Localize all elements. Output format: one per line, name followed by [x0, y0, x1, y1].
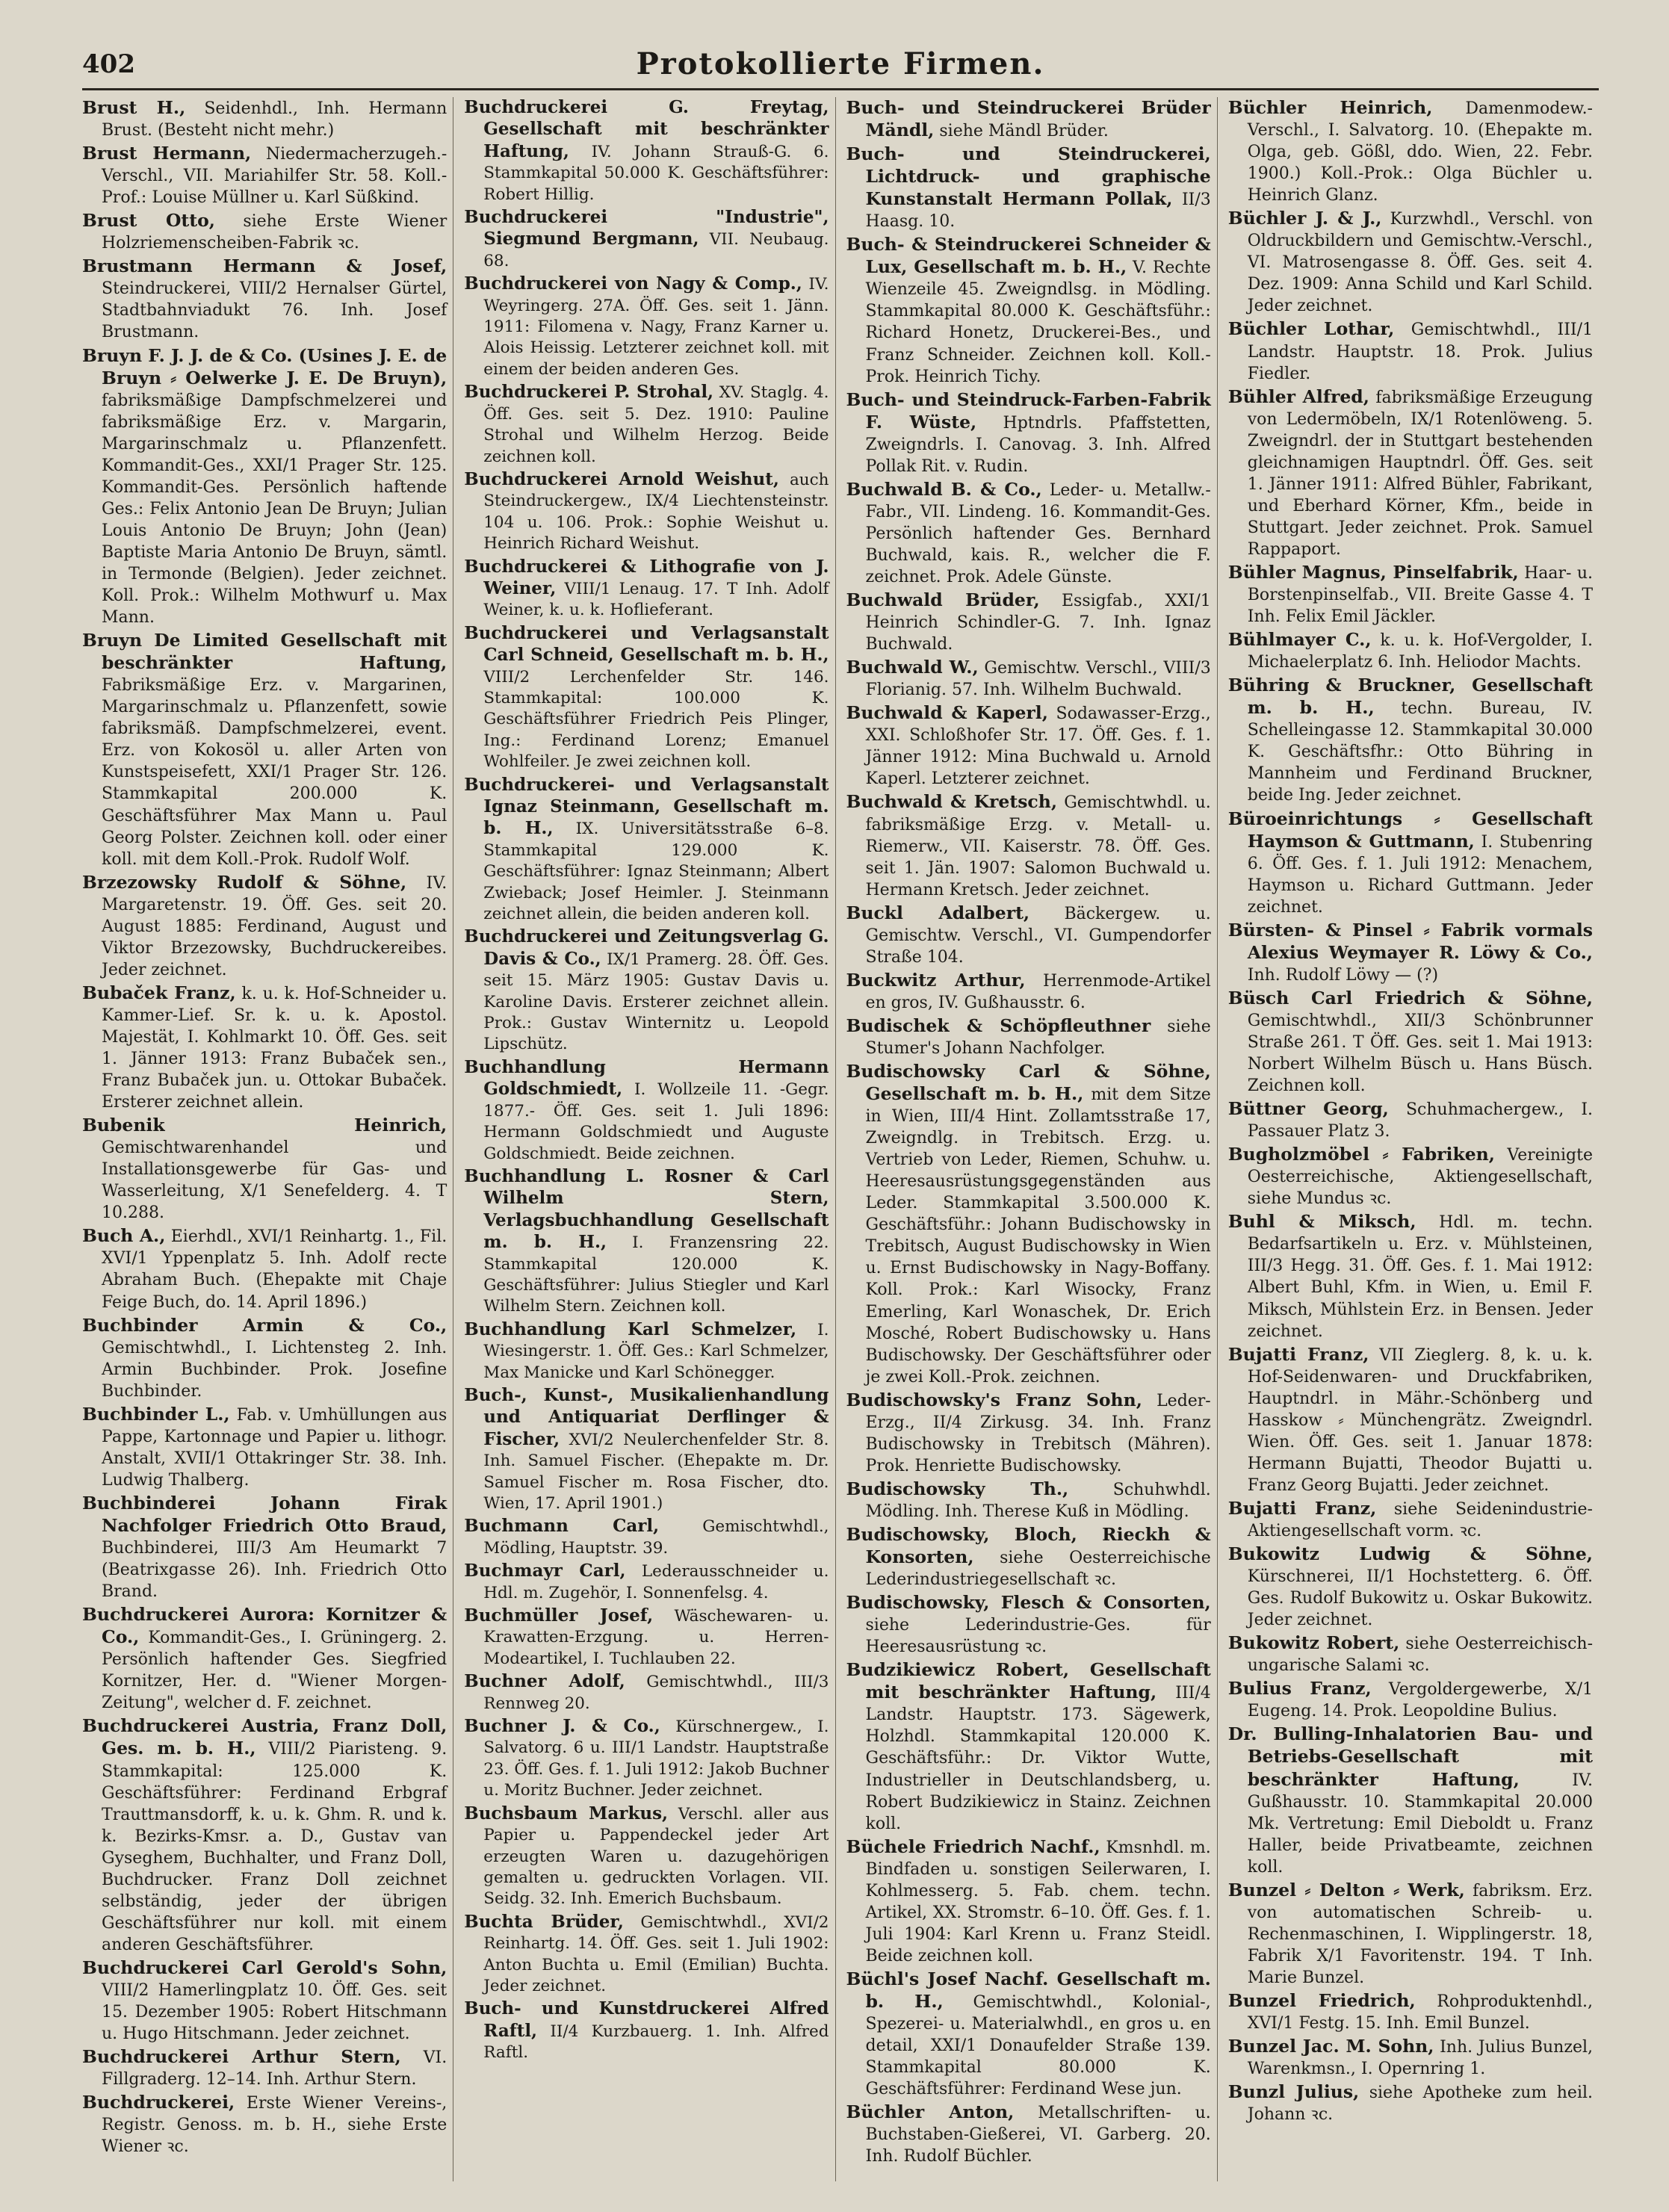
entry-details: III/4 Landstr. Hauptstr. 173. Sägewerk, Holzhdl. Stammkapital 120.000 K. Geschäftsführ.: Dr. Viktor Wutte, Industrieller in Deutschlandsberg, u. Robert Budzikiewicz in Stainz. Zeichnen koll.	[865, 1684, 1211, 1833]
directory-entry	[1228, 1723, 1593, 1877]
directory-entry	[82, 1715, 447, 1956]
entry-details: Niedermacherzugeh.-Verschl., VII. Mariahilfer Str. 58. Koll.-Prof.: Louise Müllner u. Karl Süßkind.	[102, 145, 448, 208]
directory-entry	[82, 345, 447, 629]
firm-name: Buchhandlung Karl Schmelzer,	[464, 1319, 797, 1339]
firm-name: Budischek & Schöpfleuthner	[846, 1014, 1151, 1036]
entry-details: II/4 Kurzbauerg. 1. Inh. Alfred Raftl.	[483, 2022, 829, 2063]
entry-details: Vergoldergewerbe, X/1 Eugeng. 14. Prok. Leopoldine Bulius.	[1247, 1680, 1593, 1721]
entry-details: Hdl. m. techn. Bedarfsartikeln u. Erz. v. Mühlsteinen, III/3 Hegg. 31. Öff. Ges. f. 1. Mai 1912: Albert Buhl, Kfm. in Wien, u. Emil F. Miksch, Mühlstein Erz. in Bensen. Jeder zeichnet.	[1247, 1213, 1593, 1341]
entry-details: II/3 Haasg. 10.	[865, 190, 1211, 232]
directory-entry	[1228, 1098, 1593, 1142]
columns-container	[82, 97, 1599, 2181]
firm-name: Büchl's Josef Nachf. Gesellschaft m. b. H.,	[846, 1968, 1211, 2012]
entry-details: k. u. k. Hof-Vergolder, I. Michaelerplatz 6. Inh. Heliodor Machts.	[1247, 631, 1593, 672]
firm-name: Buchsbaum Markus,	[464, 1803, 669, 1824]
directory-entry	[464, 1516, 829, 1559]
directory-entry	[82, 2046, 447, 2090]
entry-details: Inh. Julius Bunzel, Warenkmsn., I. Opernring 1.	[1247, 2038, 1593, 2079]
firm-name: Buchmann Carl,	[464, 1516, 660, 1537]
firm-name: Buchdruckerei Arthur Stern,	[82, 2046, 401, 2068]
firm-name: Buchbinderei Johann Firak Nachfolger Friedrich Otto Braud,	[82, 1492, 448, 1536]
firm-name: Buhl & Miksch,	[1227, 1211, 1416, 1233]
firm-name: Budischowsky's Franz Sohn,	[846, 1389, 1142, 1410]
directory-entry	[1228, 1990, 1593, 2034]
firm-name: Buchbinder Armin & Co.,	[82, 1314, 448, 1336]
firm-name: Buchbinder L.,	[82, 1403, 230, 1425]
entry-details: Kmsnhdl. m. Bindfaden u. sonstigen Seilerwaren, I. Kohlmesserg. 5. Fab. chem. techn. Artikel, XX. Stromstr. 6–10. Öff. Ges. f. 1. Juli 1904: Karl Krenn u. Franz Steidl. Beide zeichnen koll.	[865, 1838, 1211, 1965]
entry-details: Kürschnerei, II/1 Hochstetterg. 6. Öff. Ges. Rudolf Bukowitz u. Oskar Bukowitz. Jeder zeichnet.	[1247, 1567, 1593, 1630]
entry-details: VIII/2 Lerchenfelder Str. 146. Stammkapital: 100.000 K. Geschäftsführer Friedrich Peis Plinger, Ing.: Ferdinand Lorenz; Emanuel Wohlfeiler. Je zwei zeichnen koll.	[483, 667, 829, 772]
directory-entry	[464, 926, 829, 1055]
firm-name: Bühler Alfred,	[1227, 385, 1369, 407]
directory-entry	[846, 1836, 1211, 1967]
firm-name: Budischowsky, Flesch & Consorten,	[846, 1592, 1211, 1614]
firm-name: Bukowitz Ludwig & Söhne,	[1227, 1543, 1593, 1565]
entry-details: fabriksmäßige Dampfschmelzerei und fabriksmäßige Erz. v. Margarin, Margarinschmalz u. Pflanzenfett. Kommandit-Ges., XXI/1 Prager Str. 125. Kommandit-Ges. Persönlich haftende Ges.: Felix Antonio Jean De Bruyn; Julian Louis Antonio De Bruyn; John (Jean) Baptiste Maria Antonio De Bruyn, sämtl. in Termonde (Belgien). Jeder zeichnet. Koll. Prok.: Wilhelm Mothwurf u. Max Mann.	[102, 391, 448, 628]
directory-entry	[464, 1912, 829, 1998]
firm-name: Buchdruckerei und Verlagsanstalt Carl Schneid, Gesellschaft m. b. H.,	[464, 622, 829, 666]
directory-entry	[846, 970, 1211, 1014]
entry-details: Erste Wiener Vereins-, Registr. Genoss. m. b. H., siehe Erste Wiener ꝛc.	[102, 2094, 448, 2157]
firm-name: Bürsten- & Pinsel ⸗ Fabrik vormals Alexius Weymayer R. Löwy & Co.,	[1227, 919, 1593, 963]
firm-name: Buch A.,	[82, 1225, 166, 1247]
directory-entry	[1228, 988, 1593, 1097]
entry-details: Haar- u. Borstenpinselfab., VII. Breite Gasse 4. T Inh. Felix Emil Jäckler.	[1247, 563, 1593, 627]
entry-details: I. Wollzeile 11. -Gegr. 1877.- Öff. Ges. seit 1. Juli 1896: Hermann Goldschmiedt und Auguste Goldschmiedt. Beide zeichnen.	[483, 1080, 829, 1163]
firm-name: Buchwald Brüder,	[846, 589, 1040, 611]
firm-name: Buchhandlung L. Rosner & Carl Wilhelm Stern, Verlagsbuchhandlung Gesellschaft m. b. H.,	[464, 1165, 829, 1253]
directory-entry	[846, 143, 1211, 232]
directory-entry	[1228, 1211, 1593, 1342]
firm-name: Bruyn F. J. J. de & Co. (Usines J. E. de Bruyn ⸗ Oelwerke J. E. De Bruyn),	[82, 344, 448, 388]
directory-entry	[464, 1716, 829, 1802]
entry-details: Fab. v. Umhüllungen aus Pappe, Kartonnage und Papier u. lithogr. Anstalt, XVII/1 Ottakringer Str. 38. Inh. Ludwig Thalberg.	[102, 1405, 448, 1490]
entry-details: Gemischtwarenhandel und Installationsgewerbe für Gas- und Wasserleitung, X/1 Senefelderg. 4. T 10.288.	[102, 1138, 448, 1223]
directory-entry	[1228, 675, 1593, 806]
firm-name: Buchhandlung Hermann Goldschmiedt,	[464, 1056, 829, 1100]
entry-details: Rohproduktenhdl., XVI/1 Festg. 15. Inh. Emil Bunzel.	[1247, 1992, 1593, 2033]
directory-entry	[846, 1968, 1211, 2100]
directory-entry	[464, 623, 829, 773]
entry-details: Vereinigte Oesterreichische, Aktiengesellschaft, siehe Mundus ꝛc.	[1247, 1146, 1593, 1209]
entry-details: Gemischtwhdl., I. Lichtensteg 2. Inh. Armin Buchbinder. Prok. Josefine Buchbinder.	[102, 1338, 448, 1401]
firm-name: Büchler J. & J.,	[1227, 208, 1382, 229]
firm-name: Buchdruckerei P. Strohal,	[464, 382, 714, 403]
entry-details: IV. Johann Strauß-G. 6. Stammkapital 50.000 K. Geschäftsführer: Robert Hillig.	[483, 142, 829, 204]
firm-name: Budzikiewicz Robert, Gesellschaft mit beschränkter Haftung,	[846, 1659, 1211, 1703]
entry-details: Damenmodew.-Verschl., I. Salvatorg. 10. (Ehepakte m. Olga, geb. Gößl, ddo. Wien, 22. Febr. 1900.) Koll.-Prok.: Olga Büchler u. Heinrich Glanz.	[1247, 99, 1593, 205]
firm-name: Buchdruckerei- und Verlagsanstalt Ignaz Steinmann, Gesellschaft m. b. H.,	[464, 774, 829, 839]
entry-details: Bäckergew. u. Gemischtw. Verschl., VI. Gumpendorfer Straße 104.	[865, 904, 1211, 967]
directory-entry	[464, 1605, 829, 1670]
firm-name: Bühler Magnus, Pinselfabrik,	[1227, 561, 1519, 583]
entry-details: XVI/2 Neulerchenfelder Str. 8. Inh. Samuel Fischer. (Ehepakte m. Dr. Samuel Fischer m. Rosa Fischer, dto. Wien, 17. April 1901.)	[483, 1430, 829, 1513]
directory-entry	[464, 469, 829, 555]
directory-entry	[464, 382, 829, 468]
directory-entry	[464, 1561, 829, 1604]
column-4	[1228, 97, 1599, 2181]
entry-details: Fabriksmäßige Erz. v. Margarinen, Margarinschmalz u. Pflanzenfett, sowie fabriksmäß. Dampfschmelzerei, event. Erz. von Kokosöl u. aller Arten von Kunstspeisefett, XXI/1 Prager Str. 126. Stammkapital 200.000 K. Geschäftsführer Max Mann u. Paul Georg Polster. Zeichnen koll. oder einer koll. mit dem Koll.-Prok. Rudolf Wolf.	[102, 676, 448, 869]
firm-name: Buchdruckerei G. Freytag, Gesellschaft mit beschränkter Haftung,	[464, 97, 829, 161]
directory-entry	[464, 97, 829, 205]
directory-entry	[1228, 2081, 1593, 2125]
firm-name: Buchner J. & Co.,	[464, 1716, 660, 1737]
directory-entry	[1228, 1632, 1593, 1676]
directory-entry	[82, 97, 447, 141]
directory-entry	[1228, 1543, 1593, 1631]
directory-entry	[464, 1057, 829, 1165]
firm-name: Buchdruckerei Aurora: Kornitzer & Co.,	[82, 1604, 448, 1648]
directory-entry	[1228, 318, 1593, 384]
entry-details: Schuhmachergew., I. Passauer Platz 3.	[1247, 1100, 1594, 1141]
directory-entry	[846, 902, 1211, 968]
entry-details: IV. Gußhausstr. 10. Stammkapital 20.000 Mk. Vertretung: Emil Dieboldt u. Franz Haller, beide Privatbeamte, zeichnen koll.	[1247, 1770, 1593, 1877]
directory-entry	[464, 1385, 829, 1514]
firm-name: Buchdruckerei Carl Gerold's Sohn,	[82, 1957, 448, 1978]
entry-details: V. Rechte Wienzeile 45. Zweigndlsg. in Mödling. Stammkapital 80.000 K. Geschäftsführ.: Richard Honetz, Druckerei-Bes., und Franz Schneider. Zeichnen koll. Koll.-Prok. Heinrich Tichy.	[865, 258, 1211, 386]
entry-details: Gemischtw. Verschl., VIII/3 Florianig. 57. Inh. Wilhelm Buchwald.	[865, 659, 1211, 700]
column-2	[464, 97, 835, 2181]
directory-entry	[82, 1225, 447, 1313]
column-3	[846, 97, 1218, 2181]
firm-name: Büchler Heinrich,	[1227, 97, 1433, 118]
firm-name: Buckl Adalbert,	[846, 902, 1030, 923]
entry-details: Leder-Erzg., II/4 Zirkusg. 34. Inh. Franz Budischowsky in Trebitsch (Mähren). Prok. Henriette Budischowsky.	[865, 1391, 1211, 1475]
directory-entry	[846, 1524, 1211, 1590]
entry-details: VIII/2 Hamerlingplatz 10. Öff. Ges. seit 15. Dezember 1905: Robert Hitschmann u. Hugo Hitschmann. Jeder zeichnet.	[102, 1980, 448, 2044]
firm-name: Buch- & Steindruckerei Schneider & Lux, Gesellschaft m. b. H.,	[846, 234, 1211, 278]
directory-entry	[846, 657, 1211, 701]
firm-name: Bubenik Heinrich,	[82, 1115, 448, 1136]
firm-name: Buchdruckerei und Zeitungsverlag G. Davis & Co.,	[464, 926, 829, 969]
firm-name: Buchta Brüder,	[464, 1911, 624, 1932]
firm-name: Bukowitz Robert,	[1227, 1632, 1400, 1654]
directory-entry	[464, 1671, 829, 1714]
firm-name: Buchmüller Josef,	[464, 1605, 654, 1626]
firm-name: Buch- und Steindruckerei, Lichtdruck- und graphische Kunstanstalt Hermann Pollak,	[846, 143, 1211, 210]
entry-details: Leder- u. Metallw.-Fabr., VII. Lindeng. 16. Kommandit-Ges. Persönlich haftender Ges. Bernhard Buchwald, kais. R., welcher die F. zeichnet. Prok. Adele Günste.	[865, 480, 1211, 586]
directory-entry	[82, 982, 447, 1113]
entry-details: XV. Staglg. 4. Öff. Ges. seit 5. Dez. 1910: Pauline Strohal und Wilhelm Herzog. Beide zeichnen koll.	[483, 383, 829, 466]
firm-name: Budischowsky, Bloch, Rieckh & Konsorten,	[846, 1524, 1211, 1568]
firm-name: Brustmann Hermann & Josef,	[82, 255, 448, 277]
entry-details: Steindruckerei, VIII/2 Hernalser Gürtel, Stadtbahnviadukt 76. Inh. Josef Brustmann.	[102, 279, 448, 342]
firm-name: Buchdruckerei Arnold Weishut,	[464, 468, 779, 489]
directory-entry	[1228, 208, 1593, 317]
firm-name: Bunzel ⸗ Delton ⸗ Werk,	[1227, 1879, 1465, 1900]
firm-name: Brust Hermann,	[82, 143, 252, 164]
directory-entry	[82, 1115, 447, 1224]
directory-entry	[82, 2092, 447, 2157]
entry-details: I. Wiesingerstr. 1. Öff. Ges.: Karl Schmelzer, Max Manicke und Karl Schönegger.	[483, 1320, 829, 1382]
entry-details: Gemischtwhdl., XII/3 Schönbrunner Straße 261. T Öff. Ges. seit 1. Mai 1913: Norbert Wilhelm Büsch u. Hans Büsch. Zeichnen koll.	[1247, 1011, 1593, 1096]
entry-details: siehe Mändl Brüder.	[939, 122, 1109, 141]
firm-name: Bühring & Bruckner, Gesellschaft m. b. H.,	[1227, 675, 1593, 719]
directory-entry	[846, 1061, 1211, 1388]
directory-entry	[82, 872, 447, 981]
directory-entry	[1228, 1144, 1593, 1209]
firm-name: Bunzel Friedrich,	[1227, 1989, 1416, 2011]
firm-name: Büroeinrichtungs ⸗ Gesellschaft Haymson & Guttmann,	[1227, 808, 1593, 852]
entry-details: VII. Neubaug. 68.	[483, 230, 829, 270]
entry-details: Gemischtwhdl., XVI/2 Reinhartg. 14. Öff. Ges. seit 1. Juli 1902: Anton Buchta u. Emil (Emilian) Buchta. Jeder zeichnet.	[483, 1912, 829, 1995]
entry-details: fabriksm. Erz. von automatischen Schreib- u. Rechenmaschinen, I. Wipplingerstr. 18, Fabrik X/1 Favoritenstr. 194. T Inh. Marie Bunzel.	[1247, 1881, 1594, 1987]
firm-name: Buchmayr Carl,	[464, 1561, 626, 1581]
firm-name: Bubaček Franz,	[82, 982, 236, 1003]
entry-details: I. Stubenring 6. Öff. Ges. f. 1. Juli 1912: Menachem, Haymson u. Richard Guttmann. Jeder zeichnet.	[1247, 832, 1593, 917]
directory-entry	[846, 97, 1211, 142]
entry-details: Herrenmode-Artikel en gros, IV. Gußhausstr. 6.	[865, 971, 1211, 1012]
directory-entry	[464, 1803, 829, 1910]
entry-details: Seidenhdl., Inh. Hermann Brust. (Besteht nicht mehr.)	[102, 99, 448, 140]
directory-entry	[1228, 808, 1593, 918]
firm-name: Buchwald & Kaperl,	[846, 702, 1048, 724]
directory-entry	[464, 775, 829, 926]
firm-name: Budischowsky Carl & Söhne, Gesellschaft m. b. H.,	[846, 1061, 1211, 1105]
entry-details: fabriksmäßige Erzeugung von Ledermöbeln, IX/1 Rotenlöweng. 5. Zweigndrl. der in Stuttgart bestehenden gleichnamigen Hauptndrl. Öff. Ges. seit 1. Jänner 1911: Alfred Bühler, Fabrikant, und Eberhard Körner, Kfm., beide in Stuttgart. Jeder zeichnet. Prok. Samuel Rappaport.	[1247, 388, 1593, 559]
directory-entry	[82, 255, 447, 343]
firm-name: Büsch Carl Friedrich & Söhne,	[1227, 987, 1593, 1009]
entry-details: Kurzwhdl., Verschl. von Oldruckbildern und Gemischtw.-Verschl., VI. Matrosengasse 8. Öff. Ges. seit 4. Dez. 1909: Anna Schild und Karl Schild. Jeder zeichnet.	[1247, 210, 1593, 316]
page-header	[82, 46, 1599, 99]
directory-entry	[82, 1604, 447, 1714]
entry-details: Kommandit-Ges., I. Grüningerg. 2. Persönlich haftender Ges. Siegfried Kornitzer, Her. d. "Wiener Morgen-Zeitung", welcher d. F. zeichnet.	[102, 1629, 448, 1713]
entry-details: IV. Weyringerg. 27A. Öff. Ges. seit 1. Jänn. 1911: Filomena v. Nagy, Franz Karner u. Alois Heissig. Letzterer zeichnet koll. mit einem der beiden anderen Ges.	[483, 275, 829, 379]
directory-entry	[1228, 920, 1593, 986]
firm-name: Brzezowsky Rudolf & Söhne,	[82, 871, 407, 893]
directory-entry	[464, 1319, 829, 1384]
directory-entry	[82, 143, 447, 208]
directory-entry	[1228, 629, 1593, 673]
directory-entry	[846, 702, 1211, 790]
firm-name: Brust Otto,	[82, 210, 215, 232]
firm-name: Buchwald & Kretsch,	[846, 791, 1058, 813]
entry-details: Kürschnergew., I. Salvatorg. 6 u. III/1 Landstr. Hauptstraße 23. Öff. Ges. f. 1. Juli 1912: Jakob Buchner u. Moritz Buchner. Jeder zeichnet.	[483, 1717, 829, 1800]
firm-name: Bühlmayer C.,	[1227, 629, 1372, 651]
firm-name: Buchdruckerei,	[82, 2092, 235, 2113]
entry-details: Verschl. aller aus Papier u. Pappendeckel jeder Art erzeugten Waren u. dazugehörigen gemalten u. gedruckten Vorlagen. VII. Seidg. 32. Inh. Emerich Buchsbaum.	[483, 1804, 829, 1909]
entry-details: Gemischtwhdl., III/3 Rennweg 20.	[483, 1673, 829, 1713]
directory-entry	[82, 1957, 447, 2045]
directory-entry	[846, 589, 1211, 655]
firm-name: Brust H.,	[82, 97, 186, 118]
directory-entry	[82, 1404, 447, 1491]
firm-name: Buckwitz Arthur,	[846, 969, 1026, 991]
entry-details: siehe Seidenindustrie-Aktiengesellschaft vorm. ꝛc.	[1247, 1499, 1593, 1540]
entry-details: Metallschriften- u. Buchstaben-Gießerei, VI. Garberg. 20. Inh. Rudolf Büchler.	[865, 2104, 1211, 2166]
entry-details: techn. Bureau, IV. Schelleingasse 12. Stammkapital 30.000 K. Geschäftsfhr.: Otto Bühring in Mannheim und Ferdinand Bruckner, beide Ing. Jeder zeichnet.	[1247, 699, 1593, 805]
entry-details: Eierhdl., XVI/1 Reinhartg. 1., Fil. XVI/1 Yppenplatz 5. Inh. Adolf recte Abraham Buch. (Ehepakte mit Chaje Feige Buch, do. 14. April 1896.)	[102, 1227, 448, 1312]
entry-details: VI. Fillgraderg. 12–14. Inh. Arthur Stern.	[102, 2048, 448, 2089]
directory-entry	[1228, 386, 1593, 560]
firm-name: Budischowsky Th.,	[846, 1478, 1069, 1499]
firm-name: Buchdruckerei & Lithografie von J. Weiner,	[464, 556, 829, 598]
directory-entry	[1228, 1880, 1593, 1989]
firm-name: Büchler Anton,	[846, 2101, 1015, 2123]
entry-details: Gemischtwhdl., Mödling, Hauptstr. 39.	[483, 1517, 829, 1558]
directory-entry	[846, 1592, 1211, 1658]
firm-name: Bunzel Jac. M. Sohn,	[1227, 2036, 1434, 2057]
page-number: 402	[82, 49, 135, 79]
entry-details: siehe Lederindustrie-Ges. für Heeresausrüstung ꝛc.	[865, 1616, 1211, 1657]
entry-details: k. u. k. Hof-Schneider u. Kammer-Lief. Sr. k. u. k. Apostol. Majestät, I. Kohlmarkt 10. Öff. Ges. seit 1. Jänner 1913: Franz Bubaček sen., Franz Bubaček jun. u. Ottokar Bubaček. Ersterer zeichnet allein.	[102, 984, 448, 1112]
entry-details: siehe Oesterreichisch-ungarische Salami ꝛc.	[1247, 1635, 1593, 1676]
header-rule	[82, 88, 1599, 90]
entry-details: siehe Erste Wiener Holzriemenscheiben-Fabrik ꝛc.	[102, 212, 448, 253]
directory-entry	[1228, 1678, 1593, 1722]
directory-entry	[82, 1315, 447, 1402]
entry-details: VIII/2 Piaristeng. 9. Stammkapital: 125.000 K. Geschäftsführer: Ferdinand Erbgraf Trauttmansdorff, k. u. k. Ghm. R. und k. k. Bezirks-Kmsr. a. D., Gustav van Gyseghem, Buchhalter, und Franz Doll, Buchdrucker. Franz Doll zeichnet selbständig, jeder der übrigen Geschäftsführer nur koll. mit einem anderen Geschäftsführer.	[102, 1740, 448, 1954]
directory-entry	[82, 630, 447, 870]
entry-details: IX/1 Pramerg. 28. Öff. Ges. seit 15. März 1905: Gustav Davis u. Karoline Davis. Ersterer zeichnet allein. Prok.: Gustav Winternitz u. Leopold Lipschütz.	[483, 949, 829, 1054]
directory-entry	[1228, 1344, 1593, 1496]
firm-name: Büchele Friedrich Nachf.,	[846, 1835, 1100, 1857]
entry-details: VIII/1 Lenaug. 17. T Inh. Adolf Weiner, k. u. k. Hoflieferant.	[483, 579, 829, 620]
directory-entry	[1228, 562, 1593, 628]
directory-entry	[82, 1493, 447, 1602]
directory-entry	[846, 234, 1211, 387]
directory-entry	[846, 479, 1211, 588]
firm-name: Bujatti Franz,	[1227, 1343, 1369, 1365]
firm-name: Bruyn De Limited Gesellschaft mit beschränkter Haftung,	[82, 630, 448, 674]
firm-name: Buchdruckerei "Industrie", Siegmund Bergmann,	[464, 207, 829, 250]
firm-name: Bujatti Franz,	[1227, 1497, 1377, 1519]
firm-name: Buchdruckerei von Nagy & Comp.,	[464, 273, 802, 294]
directory-entry	[846, 1659, 1211, 1834]
entry-details: Gemischtwhdl. u. fabriksmäßige Erzg. v. Metall- u. Riemerw., VII. Kaiserstr. 78. Öff. Ges. seit 1. Jän. 1907: Salomon Buchwald u. Hermann Kretsch. Jeder zeichnet.	[865, 793, 1211, 899]
directory-entry	[464, 1998, 829, 2063]
directory-entry	[1228, 97, 1593, 206]
directory-entry	[1228, 2036, 1593, 2080]
entry-details: Buchbinderei, III/3 Am Heumarkt 7 (Beatrixgasse 26). Inh. Friedrich Otto Brand.	[102, 1539, 448, 1602]
entry-details: siehe Oesterreichische Lederindustriegesellschaft ꝛc.	[865, 1549, 1211, 1590]
entry-details: I. Franzensring 22. Stammkapital 120.000 K. Geschäftsführer: Julius Stiegler und Karl Wilhelm Stern. Zeichnen koll.	[483, 1233, 829, 1316]
entry-details: Hptndrls. Pfaffstetten, Zweigndrls. I. Canovag. 3. Inh. Alfred Pollak Rit. v. Rudin.	[865, 413, 1211, 476]
entry-details: siehe Apotheke zum heil. Johann ꝛc.	[1247, 2084, 1594, 2125]
firm-name: Buchdruckerei Austria, Franz Doll, Ges. m. b. H.,	[82, 1715, 448, 1759]
entry-details: VII Zieglerg. 8, k. u. k. Hof-Seidenwaren- und Druckfabriken, Hauptndrl. in Mähr.-Schönberg und Hasskow ⸗ Münchengrätz. Zweigndrl. Wien. Öff. Ges. seit 1. Januar 1878: Hermann Bujatti, Theodor Bujatti u. Franz Georg Bujatti. Jeder zeichnet.	[1247, 1345, 1593, 1495]
firm-name: Bulius Franz,	[1227, 1678, 1372, 1700]
directory-entry	[464, 557, 829, 622]
entry-details: Gemischtwhdl., III/1 Landstr. Hauptstr. 18. Prok. Julius Fiedler.	[1247, 320, 1593, 383]
entry-details: Essigfab., XXI/1 Heinrich Schindler-G. 7. Inh. Ignaz Buchwald.	[865, 592, 1211, 654]
firm-name: Buch-, Kunst-, Musikalienhandlung und Antiquariat Derflinger & Fischer,	[464, 1384, 829, 1449]
entry-details: Schuhwhdl. Mödling. Inh. Therese Kuß in Mödling.	[865, 1480, 1211, 1521]
entry-details: Wäschewaren- u. Krawatten-Erzgung. u. Herren-Modeartikel, I. Tuchlauben 22.	[483, 1607, 829, 1668]
directory-entry	[82, 210, 447, 254]
page-title: Protokollierte Firmen.	[636, 46, 1045, 81]
firm-name: Bugholzmöbel ⸗ Fabriken,	[1227, 1144, 1495, 1165]
entry-details: mit dem Sitze in Wien, III/4 Hint. Zollamtsstraße 17, Zweigndlg. in Trebitsch. Erzg. u. Vertrieb von Leder, Riemen, Schuhw. u. Heeresausrüstungsgegenständen aus Leder. Stammkapital 3.500.000 K. Geschäftsführ.: Johann Budischowsky in Trebitsch, August Budischowsky in Wien u. Ernst Budischowsky in Nagy-Boffany. Koll. Prok.: Karl Wisocky, Franz Emerling, Karl Wonaschek, Dr. Erich Mosché, Robert Budischowsky u. Hans Budischowsky. Der Geschäftsführer oder je zwei Koll.-Prok. zeichnen.	[865, 1085, 1211, 1387]
directory-entry	[846, 389, 1211, 477]
firm-name: Büttner Georg,	[1227, 1098, 1389, 1120]
directory-entry	[846, 1478, 1211, 1522]
firm-name: Buchner Adolf,	[464, 1671, 625, 1692]
firm-name: Büchler Lothar,	[1227, 318, 1395, 340]
entry-details: IX. Universitätsstraße 6–8. Stammkapital 129.000 K. Geschäftsführer: Ignaz Steinmann; Albert Zwieback; Josef Heimler. J. Steinmann zeichnet allein, die beiden anderen koll.	[483, 820, 829, 924]
firm-name: Dr. Bulling-Inhalatorien Bau- und Betriebs-Gesellschaft mit beschränkter Haftung,	[1227, 1723, 1593, 1790]
entry-details: Sodawasser-Erzg., XXI. Schloßhofer Str. 17. Öff. Ges. f. 1. Jänner 1912: Mina Buchwald u. Arnold Kaperl. Letzterer zeichnet.	[865, 704, 1211, 789]
directory-entry	[846, 1390, 1211, 1477]
directory-entry	[846, 2101, 1211, 2167]
firm-name: Buch- und Kunstdruckerei Alfred Raftl,	[464, 1998, 829, 2041]
directory-entry	[464, 273, 829, 380]
directory-entry	[464, 1166, 829, 1318]
entry-details: IV. Margaretenstr. 19. Öff. Ges. seit 20. August 1885: Ferdinand, August und Viktor Brzezowsky, Buchdruckereibes. Jeder zeichnet.	[102, 873, 448, 979]
column-1	[82, 97, 453, 2181]
directory-entry	[1228, 1498, 1593, 1542]
entry-details: Lederausschneider u. Hdl. m. Zugehör, I. Sonnenfelsg. 4.	[483, 1562, 829, 1602]
entry-details: Gemischtwhdl., Kolonial-, Spezerei- u. Materialwhdl., en gros u. en detail, XXI/1 Donaufelder Straße 139. Stammkapital 80.000 K. Geschäftsführer: Ferdinand Wese jun.	[865, 1992, 1211, 2099]
firm-name: Buch- und Steindruckerei Brüder Mändl,	[846, 97, 1211, 141]
directory-entry	[846, 1015, 1211, 1059]
firm-name: Buchwald W.,	[846, 657, 979, 678]
entry-details: Inh. Rudolf Löwy — (?)	[1247, 965, 1439, 985]
firm-name: Buchwald B. & Co.,	[846, 478, 1042, 500]
entry-details: auch Steindruckergew., IX/4 Liechtensteinstr. 104 u. 106. Prok.: Sophie Weishut u. Heinrich Richard Weishut.	[483, 470, 829, 554]
firm-name: Buch- und Steindruck-Farben-Fabrik F. Wüste,	[846, 388, 1211, 433]
firm-name: Bunzl Julius,	[1227, 2081, 1360, 2103]
directory-entry	[846, 791, 1211, 900]
directory-entry	[464, 207, 829, 272]
entry-details: siehe Stumer's Johann Nachfolger.	[865, 1017, 1211, 1058]
